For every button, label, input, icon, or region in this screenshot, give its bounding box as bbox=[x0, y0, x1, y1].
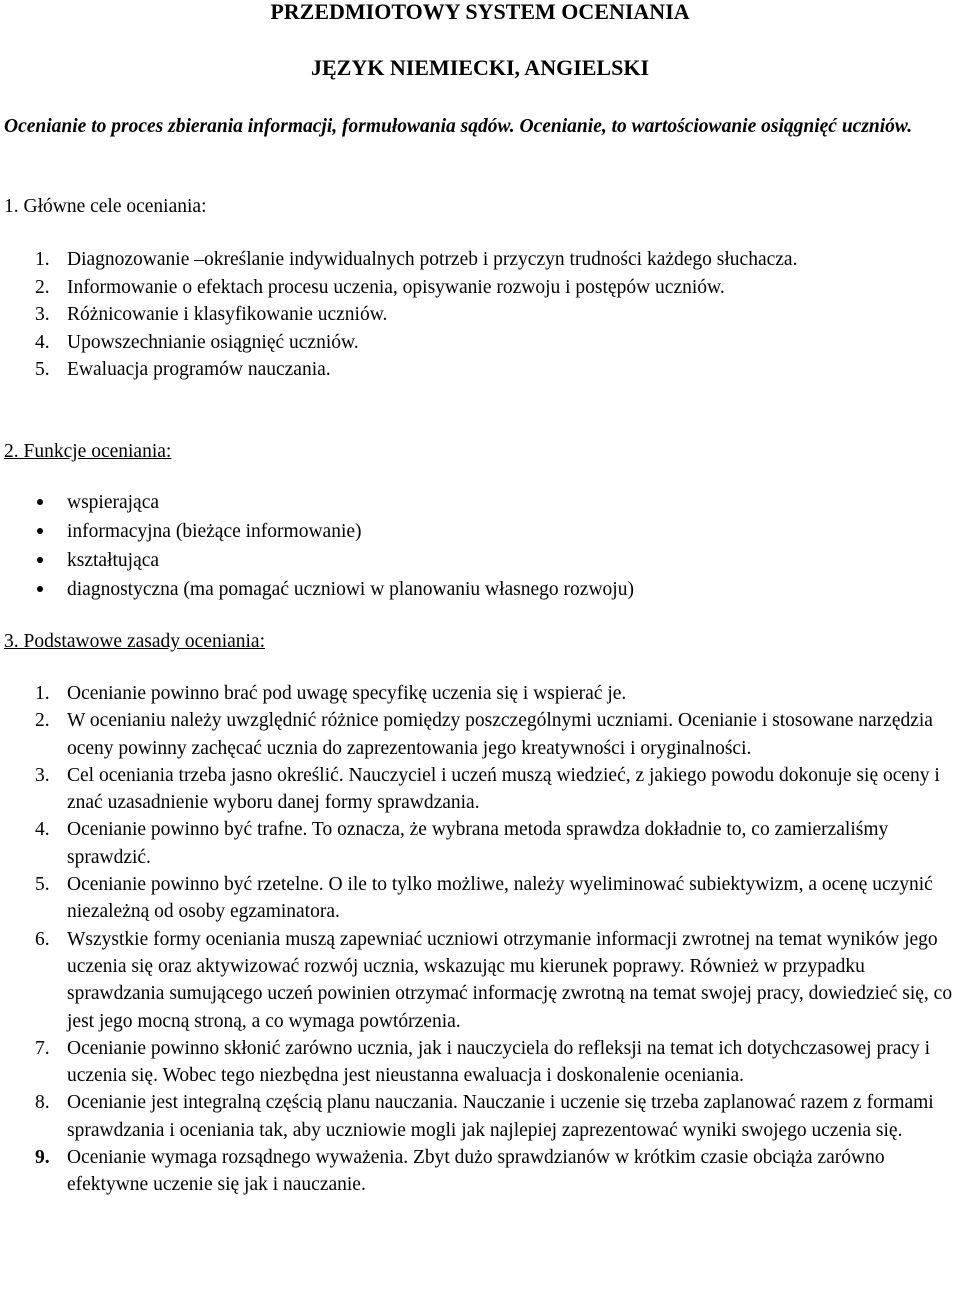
list-item bbox=[0, 1089, 955, 1144]
list-item bbox=[0, 1035, 955, 1090]
list-item bbox=[0, 546, 955, 575]
bullet-icon bbox=[35, 546, 67, 575]
rules-list bbox=[0, 680, 955, 1199]
item-text: diagnostyczna (ma pomagać uczniowi w planowaniu własnego rozwoju) bbox=[67, 579, 634, 600]
document-title: PRZEDMIOTOWY SYSTEM OCENIANIA bbox=[270, 0, 690, 24]
list-item bbox=[0, 762, 955, 817]
list-item bbox=[0, 356, 955, 384]
section-1-heading: 1. Główne cele oceniania: bbox=[4, 196, 207, 217]
item-number: 3. bbox=[35, 304, 50, 325]
item-number: 5. bbox=[35, 359, 50, 380]
list-item bbox=[0, 246, 955, 274]
list-item bbox=[0, 575, 955, 604]
bullet-icon bbox=[35, 517, 67, 546]
item-text: Wszystkie formy oceniania muszą zapewniać uczniowi otrzymanie informacji zwrotnej na temat wyników jego uczenia się oraz aktywizować rozwój ucznia, wskazując mu kierunek poprawy. Również w przypadku sprawdzania sumującego uczeń powinien otrzymać informację zwrotną na temat swojej pracy, dowiedzieć się, co jest jego mocną stroną, a co wymaga powtórzenia. bbox=[67, 928, 953, 1032]
section-3-heading: 3. Podstawowe zasady oceniania: bbox=[4, 631, 266, 652]
item-number: 2. bbox=[35, 276, 50, 298]
section-2-heading: 2. Funkcje oceniania: bbox=[4, 441, 172, 462]
bullet-icon bbox=[35, 575, 67, 604]
item-text: Diagnozowanie –określanie indywidualnych potrzeb i przyczyn trudności każdego słuchacza. bbox=[67, 249, 798, 270]
item-text: informacyjna (bieżące informowanie) bbox=[67, 521, 362, 542]
document-subtitle: JĘZYK NIEMIECKI, ANGIELSKI bbox=[310, 55, 650, 80]
item-text: Informowanie o efektach procesu uczenia, opisywanie rozwoju i postępów uczniów. bbox=[67, 276, 725, 298]
item-number: 1. bbox=[35, 249, 50, 270]
list-item bbox=[0, 274, 955, 302]
bullet-icon bbox=[35, 488, 67, 517]
goals-list bbox=[0, 246, 955, 384]
list-item bbox=[0, 1144, 955, 1199]
item-text: Ocenianie powinno brać pod uwagę specyfikę uczenia się i wspierać je. bbox=[67, 683, 627, 704]
item-number: 6. bbox=[35, 928, 50, 950]
item-number: 3. bbox=[35, 764, 50, 786]
item-text: Upowszechnianie osiągnięć uczniów. bbox=[67, 331, 359, 353]
item-text: Ocenianie jest integralną częścią planu nauczania. Nauczanie i uczenie się trzeba zaplanować razem z formami sprawdzania i oceniania tak, aby uczniowie mogli jak najlepiej zaprezentować wyniki swojego uczenia się. bbox=[67, 1092, 934, 1141]
list-item bbox=[0, 301, 955, 329]
intro-paragraph: Ocenianie to proces zbierania informacji, formułowania sądów. Ocenianie, to wartościowanie osiągnięć uczniów. bbox=[4, 116, 913, 137]
list-item bbox=[0, 517, 955, 546]
item-text: Ocenianie powinno być trafne. To oznacza, że wybrana metoda sprawdza dokładnie to, co zamierzaliśmy sprawdzić. bbox=[67, 819, 889, 868]
functions-list bbox=[0, 488, 955, 604]
item-number: 4. bbox=[35, 819, 50, 841]
item-text: kształtująca bbox=[67, 550, 160, 571]
list-item bbox=[0, 926, 955, 1035]
item-text: wspierająca bbox=[67, 492, 160, 513]
list-item bbox=[0, 680, 955, 707]
item-number: 1. bbox=[35, 683, 50, 704]
item-text: Ocenianie powinno skłonić zarówno ucznia, jak i nauczyciela do refleksji na temat ich dotychczasowej pracy i uczenia się. Wobec tego niezbędna jest nieustanna ewaluacja i doskonalenie oceniania. bbox=[67, 1037, 931, 1087]
item-text: W ocenianiu należy uwzględnić różnice pomiędzy poszczególnymi uczniami. Ocenianie i stosowane narzędzia oceny powinny zachęcać ucznia do zaprezentowania jego kreatywności i oryginalności. bbox=[67, 710, 933, 759]
list-item bbox=[0, 488, 955, 517]
list-item bbox=[0, 816, 955, 871]
item-text: Ocenianie wymaga rozsądnego wyważenia. Zbyt dużo sprawdzianów w krótkim czasie obciąża zarówno efektywne uczenie się jak i nauczanie. bbox=[67, 1147, 885, 1196]
item-number: 7. bbox=[35, 1037, 50, 1059]
item-number: 9. bbox=[35, 1147, 50, 1169]
item-text: Ewaluacja programów nauczania. bbox=[67, 359, 331, 380]
list-item bbox=[0, 329, 955, 357]
item-number: 5. bbox=[35, 874, 50, 896]
item-text: Cel oceniania trzeba jasno określić. Nauczyciel i uczeń muszą wiedzieć, z jakiego powodu dokonuje się oceny i znać uzasadnienie wyboru danej formy sprawdzania. bbox=[67, 764, 940, 814]
list-item bbox=[0, 707, 955, 762]
item-text: Ocenianie powinno być rzetelne. O ile to tylko możliwe, należy wyeliminować subiektywizm, a ocenę uczynić niezależną od osoby egzaminatora. bbox=[67, 874, 933, 923]
item-number: 8. bbox=[35, 1092, 50, 1114]
item-number: 4. bbox=[35, 331, 50, 353]
list-item bbox=[0, 871, 955, 926]
item-text: Różnicowanie i klasyfikowanie uczniów. bbox=[67, 304, 388, 325]
item-number: 2. bbox=[35, 710, 50, 732]
